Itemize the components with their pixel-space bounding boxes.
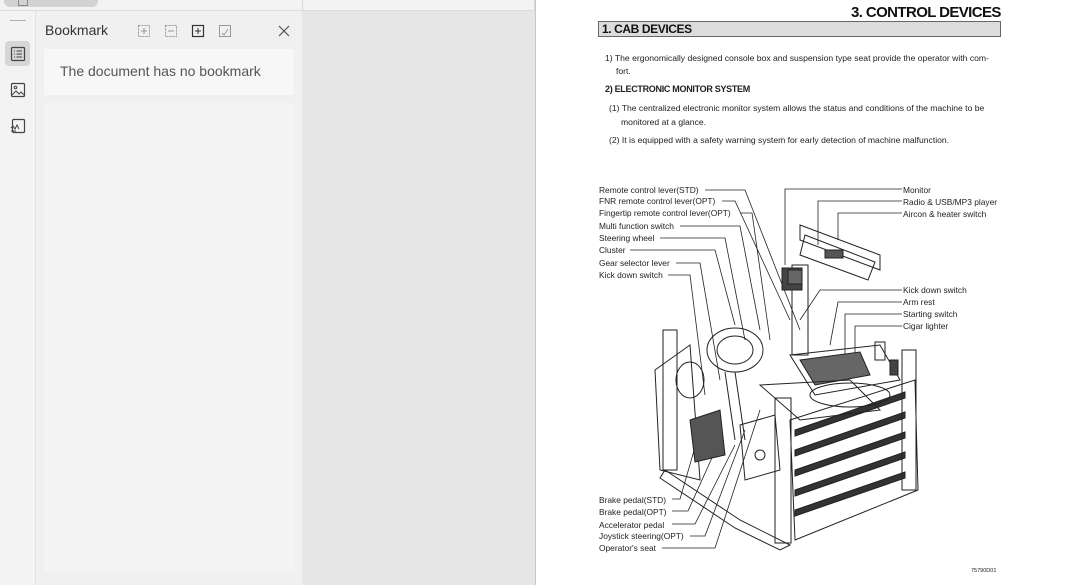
empty-message: The document has no bookmark bbox=[60, 63, 261, 79]
figure-label: Accelerator pedal bbox=[599, 520, 665, 530]
paragraph-2-line-2: monitored at a glance. bbox=[621, 117, 707, 127]
chapter-title: 3. CONTROL DEVICES bbox=[851, 4, 1001, 21]
figure-label: Brake pedal(OPT) bbox=[599, 507, 667, 517]
figure-label: Cigar lighter bbox=[903, 321, 949, 331]
subsection-title: 2) ELECTRONIC MONITOR SYSTEM bbox=[605, 84, 750, 94]
figure-label: Operator's seat bbox=[599, 543, 656, 553]
figure-label: Brake pedal(STD) bbox=[599, 495, 667, 505]
figure-label: Multi function switch bbox=[599, 221, 674, 231]
figure-label: Gear selector lever bbox=[599, 258, 670, 268]
figure-label: Radio & USB/MP3 player bbox=[903, 197, 998, 207]
figure-label: Fingertip remote control lever(OPT) bbox=[599, 208, 731, 218]
figure-label: Aircon & heater switch bbox=[903, 209, 987, 219]
paragraph-3-line-1: (2) It is equipped with a safety warning system for early detection of machine malfunction. bbox=[609, 135, 950, 145]
figure-label: Starting switch bbox=[903, 309, 958, 319]
figure-label: Kick down switch bbox=[599, 270, 663, 280]
figure-label: Steering wheel bbox=[599, 233, 655, 243]
figure-code: 75790D01 bbox=[971, 568, 997, 574]
figure-label: Cluster bbox=[599, 245, 626, 255]
figure-label: Arm rest bbox=[903, 297, 935, 307]
paragraph-1-line-2: fort. bbox=[616, 66, 631, 76]
figure-label: Kick down switch bbox=[903, 285, 967, 295]
figure-label: Monitor bbox=[903, 185, 931, 195]
paragraph-1-line-1: 1) The ergonomically designed console box and suspension type seat provide the operator with com- bbox=[605, 53, 989, 63]
figure-label: Joystick steering(OPT) bbox=[599, 531, 684, 541]
figure-label: FNR remote control lever(OPT) bbox=[599, 196, 716, 206]
paragraph-2-line-1: (1) The centralized electronic monitor system allows the status and conditions of the machine to be bbox=[609, 103, 985, 113]
figure-label: Remote control lever(STD) bbox=[599, 185, 699, 195]
section-title: 1. CAB DEVICES bbox=[602, 22, 692, 36]
panel-title: Bookmark bbox=[45, 22, 109, 38]
